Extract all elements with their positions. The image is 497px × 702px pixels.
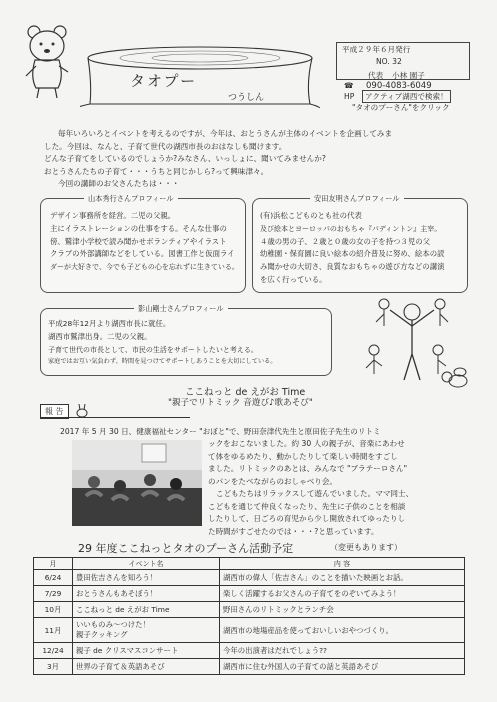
phone-number: 090-4083-6049 (366, 81, 432, 91)
content-cell: 湖西市の偉人「佐吉さん」のことを描いた映画とお話。 (220, 570, 465, 586)
issue-number: NO. 32 (376, 57, 402, 66)
intro-line: 今回の講師のお父さんたちは・・・ (58, 179, 180, 188)
event-cell (73, 618, 220, 643)
content-cell: 楽しく活躍するお父さんの子育てをのぞいてみよう！ (220, 586, 465, 602)
phone-icon: ☎ (344, 81, 354, 90)
issue-date: 平成２９年６月発行 (342, 45, 411, 54)
month-cell: 11月 (34, 618, 73, 643)
intro-line: 毎年いろいろとイベントを考えるのですが、今年は、おとうさんが主体のイベントを企画してみま (58, 129, 393, 138)
dog-illustration (440, 368, 470, 390)
profile-line: 傍、鷲津小学校で読み聞かせボランティアやイラスト (50, 236, 227, 246)
report-line: 2017 年 5 月 30 日、健康福祉センター "おぼと"で、野田奈津代先生と原田佐子先生のリトミ (60, 427, 381, 436)
column-header-event: イベント名 (73, 558, 220, 570)
event-cell: 世界の子育て＆英語あそび (73, 659, 220, 675)
homepage-label: HP (344, 92, 355, 101)
profile-text-yasuda (260, 210, 444, 287)
intro-line: おとうさんたちの子育て・・・うちと同じかしら?って興味津々。 (44, 166, 269, 176)
schedule-note: （変更もあります） (330, 543, 402, 552)
report-body (208, 438, 413, 538)
report-line: ました。リトミックのあとは、みんなで "ブラテーロさん" (208, 464, 408, 473)
event-line: いいものみ～つけた！ (76, 620, 150, 629)
profile-text-yamamoto (50, 210, 239, 274)
event-cell: 親子 de クリスマスコンサート (73, 643, 220, 659)
report-tag: 報 告 (40, 404, 69, 419)
tree-stump-illustration (80, 44, 320, 108)
report-line: た時間がすごせたのでは・・・?と思っています。 (208, 526, 379, 536)
month-cell: 12/24 (34, 643, 73, 659)
content-cell: 野田さんのリトミックとランチ会 (220, 602, 465, 618)
profile-line: (有)浜松こどものとも社の代表 (260, 211, 362, 220)
profile-title-kageyama: 影山剛士さんプロフィール (134, 304, 228, 314)
content-cell: 今年の出演者はだれでしょう?? (220, 643, 465, 659)
table-row (34, 570, 465, 586)
report-tag-underline (40, 417, 190, 418)
event-cell: 豊田佐吉さんを知ろう！ (73, 570, 220, 586)
table-header-row (34, 558, 465, 570)
homepage-search-text: アクティブ湖西で検索！ (362, 90, 451, 103)
month-cell: 7/29 (34, 586, 73, 602)
profile-line: 及び絵本とヨーロッパのおもちゃ『パディントン』主宰。 (260, 224, 442, 233)
event-photo (72, 440, 202, 526)
profile-line: デザイン事務所を経営。二児の父親。 (50, 211, 176, 220)
bear-mascot-illustration (22, 22, 74, 100)
newsletter-title: タオプー (130, 72, 198, 90)
profile-line: ダーが大好きで、今でも子どもの心を忘れずに生きている。 (50, 263, 239, 272)
profile-line: 幼稚園・保育園に良い絵本の紹介普及に努め、絵本の読 (260, 249, 445, 259)
event-line: 親子クッキング (76, 630, 128, 639)
month-cell: 3月 (34, 659, 73, 675)
profile-line: ４歳の男の子、２歳と０歳の女の子を持つ３児の父 (260, 236, 430, 246)
profile-title-yamamoto: 山本秀行さんプロフィール (84, 194, 178, 204)
profile-line: 平成28年12月より湖西市長に就任。 (48, 319, 171, 328)
profile-line: み聞かせの大切さ、良質なおもちゃの遊び方などの講演 (260, 262, 445, 272)
profile-text-kageyama (48, 318, 276, 369)
newsletter-subtitle: つうしん (228, 93, 265, 103)
profile-line: 子育て世代の市長として、市民の生活をサポートしたいと考える。 (48, 345, 258, 354)
table-row (34, 586, 465, 602)
schedule-table (33, 557, 465, 675)
intro-line: どんな子育てをしているのでしょうか?みなさん、いっしょに、聞いてみませんか? (44, 154, 326, 163)
report-line: のパンをたべながらのおしゃべり会。 (208, 476, 338, 486)
report-line: ックをおこないました。約 30 人の親子が、音楽にあわせ (208, 439, 405, 448)
bunny-illustration (74, 404, 90, 418)
report-line: したりして、日ごろの育児から少し開放されてゆったりし (208, 514, 406, 523)
content-cell: 湖西市の地場産品を使っておいしいおやつづくり。 (220, 618, 465, 643)
profile-title-yasuda: 安田友明さんプロフィール (310, 194, 404, 204)
table-row (34, 618, 465, 643)
profile-line: クラブの外部講師などをしている。図書工作と仮面ライ (50, 249, 235, 259)
representative-name: 小林 園子 (392, 71, 425, 80)
profile-line: 家庭ではお互い気負わず、時間を見つけてサポートしあうことを大切にしている。 (48, 358, 277, 366)
content-cell: 湖西市に住む外国人の子育ての話と英語あそび (220, 659, 465, 675)
month-cell: 10月 (34, 602, 73, 618)
report-line: て体をゆるめたり、動かしたりして楽しい時間をすごし (208, 451, 398, 461)
table-row (34, 602, 465, 618)
event-subtitle: "親子でリトミック 音遊び♪歌あそび" (168, 398, 313, 408)
intro-paragraph (44, 128, 392, 191)
homepage-click-text: "タオのプーさん"をクリック (352, 103, 450, 112)
representative-label: 代表 (368, 71, 384, 80)
column-header-content: 内 容 (220, 558, 465, 570)
event-title: ここねっと de えがお Time (185, 387, 306, 398)
profile-line: 主にイラストレーションの仕事をする。そんな仕事の (50, 223, 227, 233)
table-row (34, 659, 465, 675)
column-header-month: 月 (34, 558, 73, 570)
report-line: こどもたちはリラックスして遊んでいました。ママ同士、 (216, 489, 414, 498)
table-row (34, 643, 465, 659)
schedule-title: 29 年度ここねっとタオのプーさん活動予定 (78, 542, 294, 555)
month-cell: 6/24 (34, 570, 73, 586)
profile-line: 湖西市鷲津出身。二児の父親。 (48, 331, 152, 341)
event-cell: ここねっと de えがお Time (73, 602, 220, 618)
report-line: こどもを通じて仲良くなったり、先生に子供のことを相談 (208, 501, 406, 511)
intro-line: した。今回は、なんと、子育て世代の湖西市長のおはなしも聞けます。 (44, 141, 287, 151)
event-cell: おとうさんもあそぼう！ (73, 586, 220, 602)
profile-line: を広く行っている。 (260, 274, 327, 284)
